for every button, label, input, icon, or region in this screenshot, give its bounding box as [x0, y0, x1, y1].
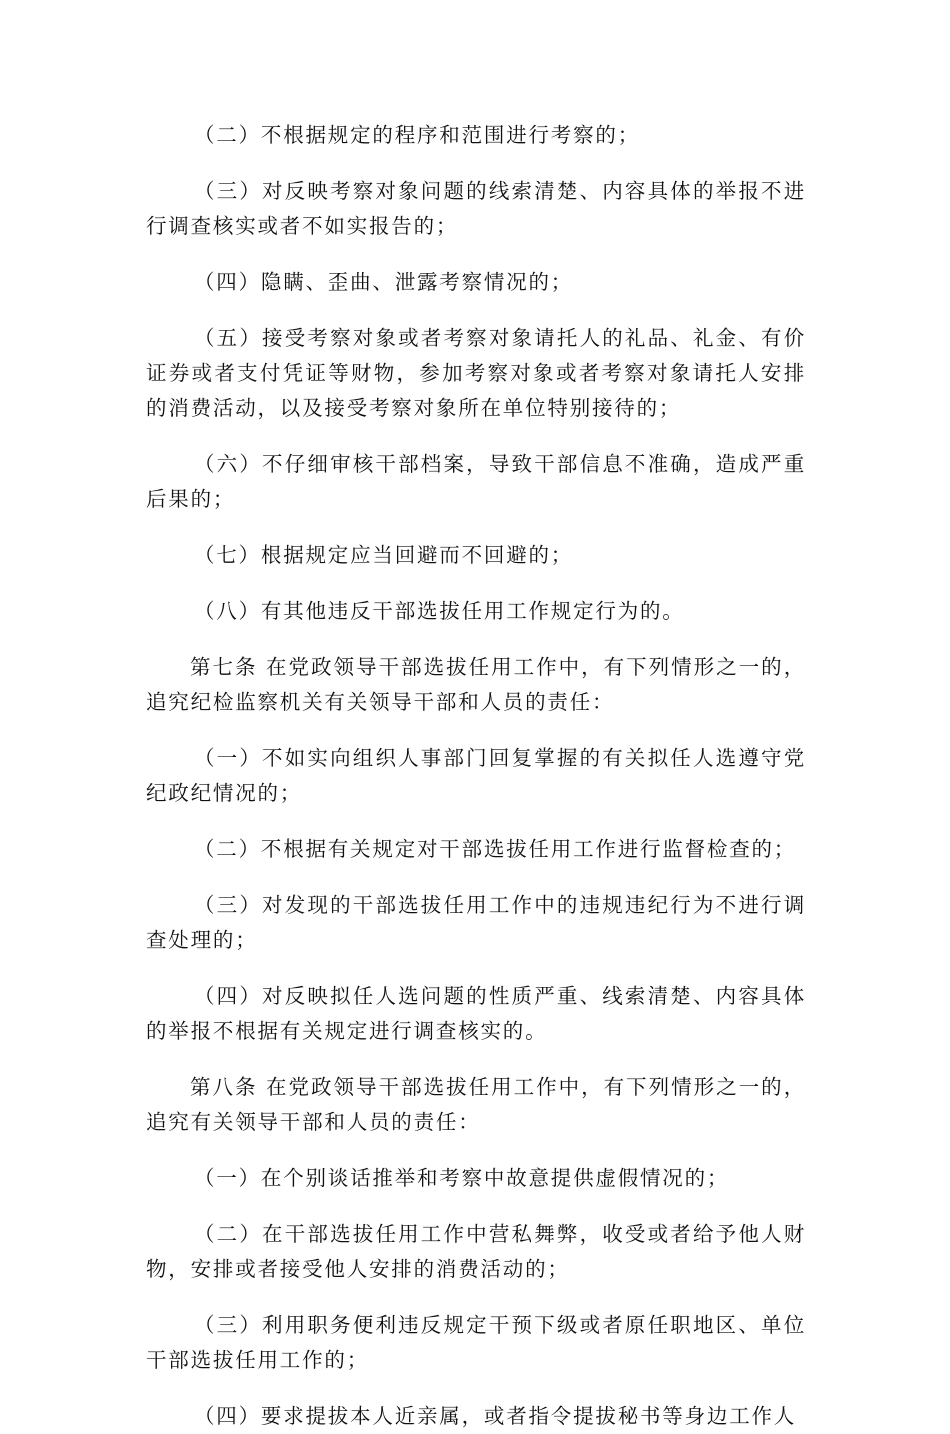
- paragraph-article7-item-4: （四）对反映拟任人选问题的性质严重、线索清楚、内容具体的举报不根据有关规定进行调查核实的。: [146, 984, 806, 1043]
- paragraph-item-6-archive-review: （六）不仔细审核干部档案，导致干部信息不准确，造成严重后果的；: [146, 452, 806, 511]
- paragraph-item-5-accept-gifts: （五）接受考察对象或者考察对象请托人的礼品、礼金、有价证券或者支付凭证等财物，参加考察对象或者考察对象请托人安排的消费活动，以及接受考察对象所在单位特别接待的；: [146, 326, 806, 420]
- paragraph-article8-item-3: （三）利用职务便利违反规定干预下级或者原任职地区、单位干部选拔任用工作的；: [146, 1313, 806, 1372]
- document-page: [146, 118, 806, 1434]
- paragraph-item-3-report-verification: （三）对反映考察对象问题的线索清楚、内容具体的举报不进行调查核实或者不如实报告的；: [146, 179, 806, 238]
- paragraph-article8-item-4: （四）要求提拔本人近亲属，或者指令提拔秘书等身边工作人: [194, 1404, 797, 1428]
- article-8-heading-paragraph: 第八条 在党政领导干部选拔任用工作中，有下列情形之一的，追究有关领导干部和人员的责任：: [146, 1075, 806, 1134]
- paragraph-article7-item-1: （一）不如实向组织人事部门回复掌握的有关拟任人选遵守党纪政纪情况的；: [146, 746, 806, 805]
- paragraph-article8-item-2: （二）在干部选拔任用工作中营私舞弊，收受或者给予他人财物，安排或者接受他人安排的消费活动的；: [146, 1222, 806, 1281]
- paragraph-item-7-recusal: （七）根据规定应当回避而不回避的；: [194, 543, 574, 567]
- paragraph-item-4-conceal-information: （四）隐瞒、歪曲、泄露考察情况的；: [194, 270, 574, 294]
- paragraph-article7-item-2: （二）不根据有关规定对干部选拔任用工作进行监督检查的；: [194, 837, 797, 861]
- paragraph-item-2-selection-scope: （二）不根据规定的程序和范围进行考察的；: [194, 123, 640, 147]
- paragraph-item-8-other-violations: （八）有其他违反干部选拔任用工作规定行为的。: [194, 599, 685, 623]
- article-7-heading-paragraph: 第七条 在党政领导干部选拔任用工作中，有下列情形之一的，追究纪检监察机关有关领导干部和人员的责任：: [146, 655, 806, 714]
- paragraph-article7-item-3: （三）对发现的干部选拔任用工作中的违规违纪行为不进行调查处理的；: [146, 893, 806, 952]
- paragraph-article8-item-1: （一）在个别谈话推举和考察中故意提供虚假情况的；: [194, 1166, 730, 1190]
